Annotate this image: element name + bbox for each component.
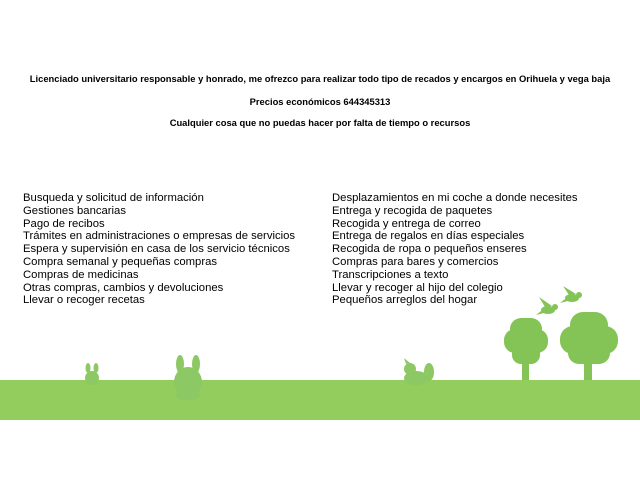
list-item: Compras de medicinas xyxy=(23,268,139,281)
list-item: Entrega de regalos en días especiales xyxy=(332,230,525,243)
prices-phone-line: Precios económicos 644345313 xyxy=(249,96,391,107)
list-item: Compras para bares y comercios xyxy=(332,255,499,268)
list-item: Recogida y entrega de correo xyxy=(332,217,481,230)
list-item: Llevar o recoger recetas xyxy=(23,294,145,307)
list-item: Desplazamientos en mi coche a donde necesites xyxy=(332,192,578,204)
list-item: Otras compras, cambios y devoluciones xyxy=(23,281,224,294)
list-item: Pago de recibos xyxy=(23,217,105,230)
tree-icon xyxy=(504,318,548,380)
squirrel-icon xyxy=(404,358,434,385)
list-item: Busqueda y solicitud de información xyxy=(23,192,204,204)
list-item: Gestiones bancarias xyxy=(23,204,126,217)
grass-strip xyxy=(0,380,640,420)
list-item: Espera y supervisión en casa de los servicio técnicos xyxy=(23,243,290,256)
intro-line: Licenciado universitario responsable y honrado, me ofrezco para realizar todo tipo de recados y encargos en Orihuela y vega baja xyxy=(29,73,611,84)
list-item: Recogida de ropa o pequeños enseres xyxy=(332,243,527,256)
list-item: Entrega y recogida de paquetes xyxy=(332,204,493,217)
services-list-left xyxy=(23,192,295,307)
list-item: Llevar y recoger al hijo del colegio xyxy=(332,281,503,294)
list-item: Compra semanal y pequeñas compras xyxy=(23,255,218,268)
list-item: Transcripciones a texto xyxy=(332,268,449,281)
list-item: Trámites en administraciones o empresas de servicios xyxy=(23,230,296,243)
list-item: Pequeños arreglos del hogar xyxy=(332,294,478,307)
tree-icon xyxy=(560,312,618,380)
bunny-icon xyxy=(174,355,202,400)
services-list-right xyxy=(332,192,578,307)
tagline: Cualquier cosa que no puedas hacer por falta de tiempo o recursos xyxy=(169,117,471,128)
bunny-icon xyxy=(85,363,99,385)
